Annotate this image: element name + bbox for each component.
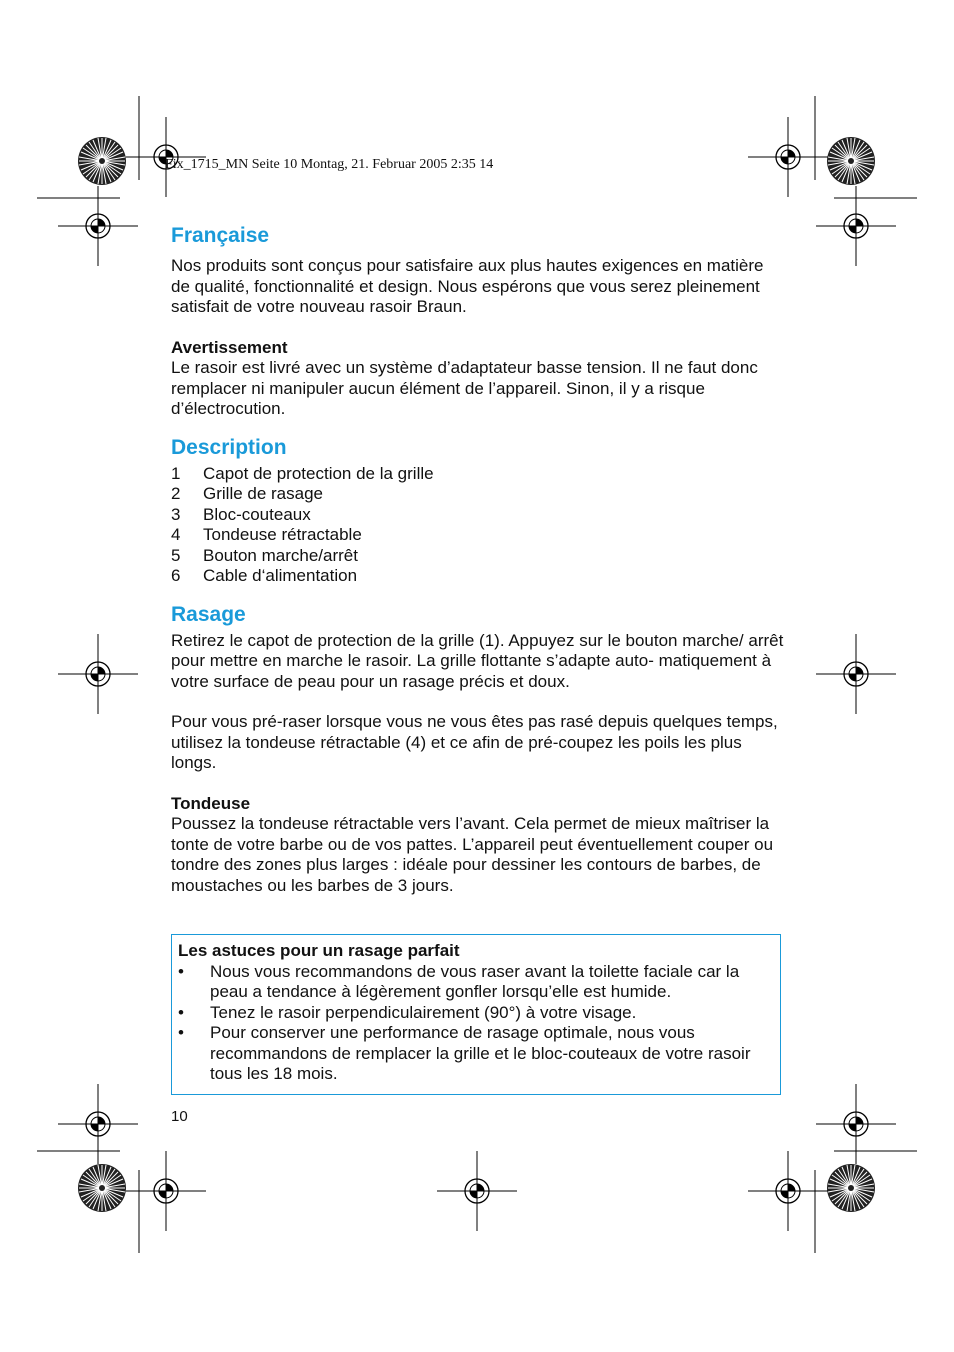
rasage-paragraph-1: Retirez le capot de protection de la grille (1). Appuyez sur le bouton marche/ arrêt pour mettre en marche le rasoir. La grille flottante s’adapte auto- matiquement à votre surface de peau pour un rasage précis et doux. xyxy=(171,630,784,691)
item-number: 4 xyxy=(171,525,181,544)
list-item xyxy=(171,525,785,546)
bullet-icon: • xyxy=(178,961,184,981)
color-target-icon xyxy=(78,137,126,185)
list-item xyxy=(178,1003,772,1024)
intro-paragraph: Nos produits sont conçus pour satisfaire aux plus hautes exigences en matière de qualité, fonctionnalité et design. Nous espérons que vous serez pleinement satisfait de votre nouveau rasoir Braun. xyxy=(171,256,764,316)
item-number: 3 xyxy=(171,504,181,524)
list-item xyxy=(178,1023,772,1085)
list-item xyxy=(171,546,785,567)
list-item xyxy=(171,505,785,526)
item-number: 5 xyxy=(171,545,181,565)
page-number: 10 xyxy=(171,1108,188,1125)
heading-rasage: Rasage xyxy=(171,602,246,626)
item-label: Tondeuse rétractable xyxy=(203,525,362,544)
registration-mark-icon xyxy=(437,1151,517,1231)
item-label: Bouton marche/arrêt xyxy=(203,545,358,565)
registration-mark-icon xyxy=(126,1151,206,1231)
item-label: Bloc-couteaux xyxy=(203,504,311,524)
tip-text: Tenez le rasoir perpendiculairement (90°) à votre visage. xyxy=(210,1002,637,1022)
item-label: Cable d‘alimentation xyxy=(203,566,358,585)
tips-list xyxy=(178,962,772,1085)
list-item xyxy=(178,962,772,1003)
bullet-icon: • xyxy=(178,1023,184,1042)
registration-mark-icon xyxy=(748,117,828,197)
registration-mark-icon xyxy=(748,1151,828,1231)
tips-box xyxy=(171,934,781,1095)
warning-paragraph: Le rasoir est livré avec un système d’adaptateur basse tension. Il ne faut donc remplacer ni manipuler aucun élément de l’appareil. Sinon, il y a risque d’électrocution. xyxy=(171,358,758,418)
tips-heading: Les astuces pour un rasage parfait xyxy=(178,941,460,960)
item-number: 2 xyxy=(171,484,181,503)
registration-mark-icon xyxy=(58,634,138,714)
bullet-icon: • xyxy=(178,1002,184,1022)
heading-description: Description xyxy=(171,435,287,459)
print-slug: Fix_1715_MN Seite 10 Montag, 21. Februar 2005 2:35 14 xyxy=(165,157,494,172)
tip-text: Nous vous recommandons de vous raser avant la toilette faciale car la peau a tendance à légèrement gonfler lorsqu’elle est humide. xyxy=(210,961,740,1001)
warning-heading: Avertissement xyxy=(171,337,288,357)
item-label: Grille de rasage xyxy=(203,484,324,503)
tip-text: Pour conserver une performance de rasage optimale, nous vous recommandons de remplacer la grille et le bloc-couteaux de votre rasoir tous les 18 mois. xyxy=(210,1023,751,1083)
trimmer-paragraph: Poussez la tondeuse rétractable vers l’avant. Cela permet de mieux maîtriser la tonte de votre barbe ou de vos pattes. L’appareil peut éventuellement couper ou tondre des zones plus larges : idéale pour dessiner les contours de barbes, de moustaches ou les barbes de 3 jours. xyxy=(171,814,774,895)
registration-mark-icon xyxy=(816,634,896,714)
heading-francaise: Française xyxy=(171,224,270,247)
registration-mark-icon xyxy=(58,1084,138,1164)
color-target-icon xyxy=(827,137,875,185)
color-target-icon xyxy=(827,1164,875,1212)
item-label: Capot de protection de la grille xyxy=(203,463,434,483)
list-item xyxy=(171,464,785,485)
main-content xyxy=(171,222,785,896)
trimmer-heading: Tondeuse xyxy=(171,793,251,813)
list-item xyxy=(171,566,785,587)
rasage-paragraph-2: Pour vous pré-raser lorsque vous ne vous êtes pas rasé depuis quelques temps, utilisez la tondeuse rétractable (4) et ce afin de pré-coupez les poils les plus longs. xyxy=(171,712,778,772)
item-number: 6 xyxy=(171,566,181,585)
registration-mark-icon xyxy=(816,1084,896,1164)
parts-list xyxy=(171,464,785,587)
color-target-icon xyxy=(78,1164,126,1212)
item-number: 1 xyxy=(171,463,181,483)
list-item xyxy=(171,484,785,505)
